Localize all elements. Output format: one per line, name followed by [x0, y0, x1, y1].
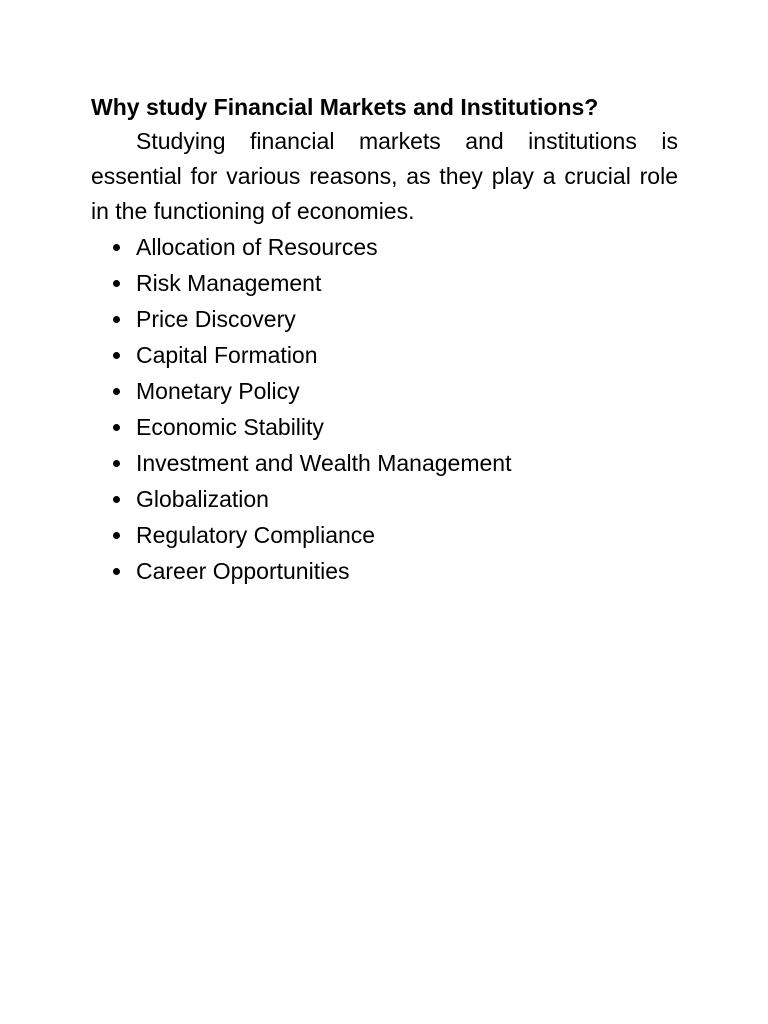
- bullet-icon: [113, 496, 120, 503]
- list-item: [91, 373, 678, 409]
- bullet-icon: [113, 316, 120, 323]
- list-item-text: Price Discovery: [136, 306, 296, 332]
- list-item: [91, 517, 678, 553]
- list-item: [91, 337, 678, 373]
- list-item: [91, 553, 678, 589]
- reasons-list: [91, 229, 678, 589]
- list-item: [91, 301, 678, 337]
- list-item: [91, 409, 678, 445]
- bullet-icon: [113, 244, 120, 251]
- list-item-text: Capital Formation: [136, 342, 318, 368]
- bullet-icon: [113, 424, 120, 431]
- bullet-icon: [113, 460, 120, 467]
- bullet-icon: [113, 568, 120, 575]
- bullet-icon: [113, 532, 120, 539]
- bullet-icon: [113, 280, 120, 287]
- page-title: Why study Financial Markets and Institutions?: [91, 94, 599, 120]
- list-item-text: Monetary Policy: [136, 378, 300, 404]
- list-item: [91, 445, 678, 481]
- list-item-text: Economic Stability: [136, 414, 324, 440]
- intro-paragraph: Studying financial markets and institutions is essential for various reasons, as they play a crucial role in the functioning of economies.: [91, 128, 678, 224]
- list-item-text: Risk Management: [136, 270, 322, 296]
- list-item: [91, 229, 678, 265]
- list-item: [91, 481, 678, 517]
- list-item: [91, 265, 678, 301]
- bullet-icon: [113, 388, 120, 395]
- bullet-icon: [113, 352, 120, 359]
- list-item-text: Allocation of Resources: [136, 234, 378, 260]
- list-item-text: Globalization: [136, 486, 269, 512]
- list-item-text: Investment and Wealth Management: [136, 450, 512, 476]
- list-item-text: Regulatory Compliance: [136, 522, 376, 548]
- list-item-text: Career Opportunities: [136, 558, 350, 584]
